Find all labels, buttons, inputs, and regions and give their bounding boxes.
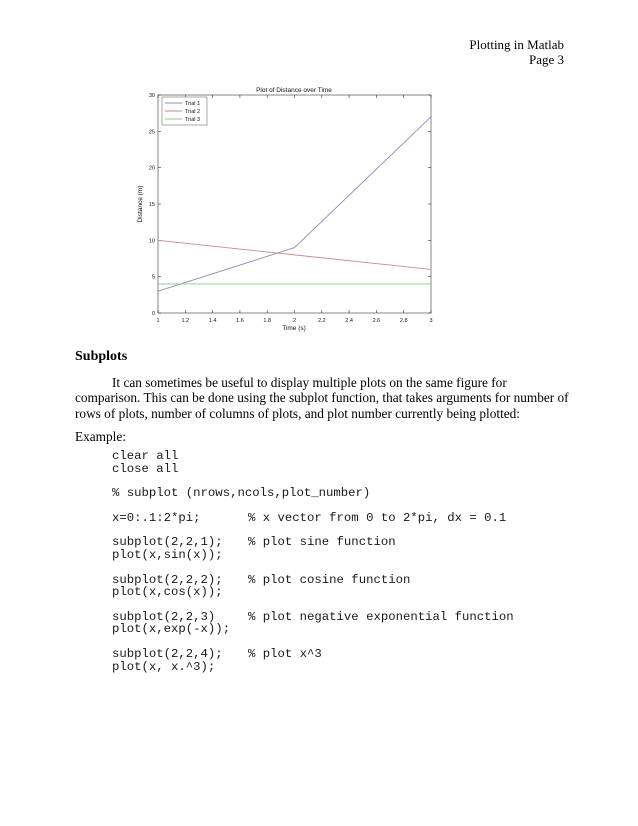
- code-line: [112, 487, 552, 500]
- x-axis-label: Time (s): [282, 325, 306, 332]
- code-text: % subplot (nrows,ncols,plot_number): [112, 486, 371, 501]
- x-tick-label: 1.2: [181, 318, 190, 324]
- code-text: subplot(2,2,1);: [112, 535, 223, 550]
- y-tick-label: 10: [148, 238, 155, 245]
- y-tick-label: 5: [151, 274, 155, 281]
- example-label: Example:: [75, 429, 126, 444]
- code-text: subplot(2,2,3): [112, 609, 216, 624]
- x-tick-label: 2.8: [399, 318, 408, 324]
- page-header: [469, 37, 564, 67]
- x-tick-label: 1.4: [208, 318, 217, 324]
- code-text: x=0:.1:2*pi;: [112, 510, 201, 525]
- distance-time-chart: [120, 76, 450, 338]
- code-line: [112, 549, 552, 562]
- x-tick-label: 1: [156, 318, 160, 324]
- code-text: plot(x,sin(x));: [112, 547, 223, 562]
- code-comment: % x vector from 0 to 2*pi, dx = 0.1: [248, 510, 507, 525]
- y-tick-label: 25: [148, 129, 155, 136]
- plot-area: [158, 95, 431, 313]
- code-text: plot(x,cos(x));: [112, 585, 223, 600]
- code-line: [112, 623, 552, 636]
- legend-label: Trial 1: [185, 101, 201, 107]
- code-text: plot(x,exp(-x));: [112, 622, 231, 637]
- x-tick-label: 2.2: [317, 318, 326, 324]
- series-line-trial-2: [158, 240, 431, 269]
- code-comment: % plot x^3: [248, 646, 322, 661]
- code-line: [112, 512, 552, 525]
- code-comment: % plot negative exponential function: [248, 609, 514, 624]
- body-paragraph: [75, 375, 575, 421]
- code-block: [112, 450, 552, 673]
- legend-label: Trial 3: [185, 117, 201, 123]
- chart-title: Plot of Distance over Time: [256, 87, 332, 94]
- section-heading: Subplots: [75, 349, 128, 364]
- x-tick-label: 2.4: [345, 318, 353, 324]
- code-text: plot(x, x.^3);: [112, 659, 216, 674]
- code-text: subplot(2,2,2);: [112, 572, 223, 587]
- y-axis-label: Distance (m): [137, 185, 144, 223]
- x-tick-label: 1.8: [263, 318, 272, 324]
- y-tick-label: 15: [148, 202, 155, 208]
- header-title: Plotting in Matlab: [469, 37, 564, 52]
- code-line: [112, 463, 552, 476]
- code-text: clear all: [112, 449, 179, 463]
- series-lines: [158, 117, 431, 291]
- code-text: subplot(2,2,4);: [112, 646, 223, 661]
- paragraph-text: It can sometimes be useful to display multiple plots on the same figure for comparison. This can be done using the subplot function, that takes arguments for number of rows of plots, number of columns of plots, and plot number currently being plotted:: [75, 375, 569, 421]
- x-tick-label: 2.6: [372, 318, 381, 324]
- x-tick-label: 3: [429, 318, 433, 324]
- code-text: close all: [112, 461, 179, 476]
- legend: [162, 97, 207, 125]
- page-number: Page 3: [528, 52, 564, 67]
- code-line: [112, 586, 552, 599]
- y-tick-label: 20: [148, 165, 155, 172]
- legend-label: Trial 2: [185, 109, 201, 115]
- y-tick-label: 0: [151, 311, 155, 317]
- code-comment: % plot cosine function: [248, 572, 411, 587]
- x-tick-label: 1.6: [236, 318, 244, 324]
- y-tick-label: 30: [148, 93, 155, 99]
- code-comment: % plot sine function: [248, 535, 396, 550]
- axis-ticks: [149, 93, 433, 324]
- code-line: [112, 661, 552, 674]
- x-tick-label: 2: [292, 318, 297, 324]
